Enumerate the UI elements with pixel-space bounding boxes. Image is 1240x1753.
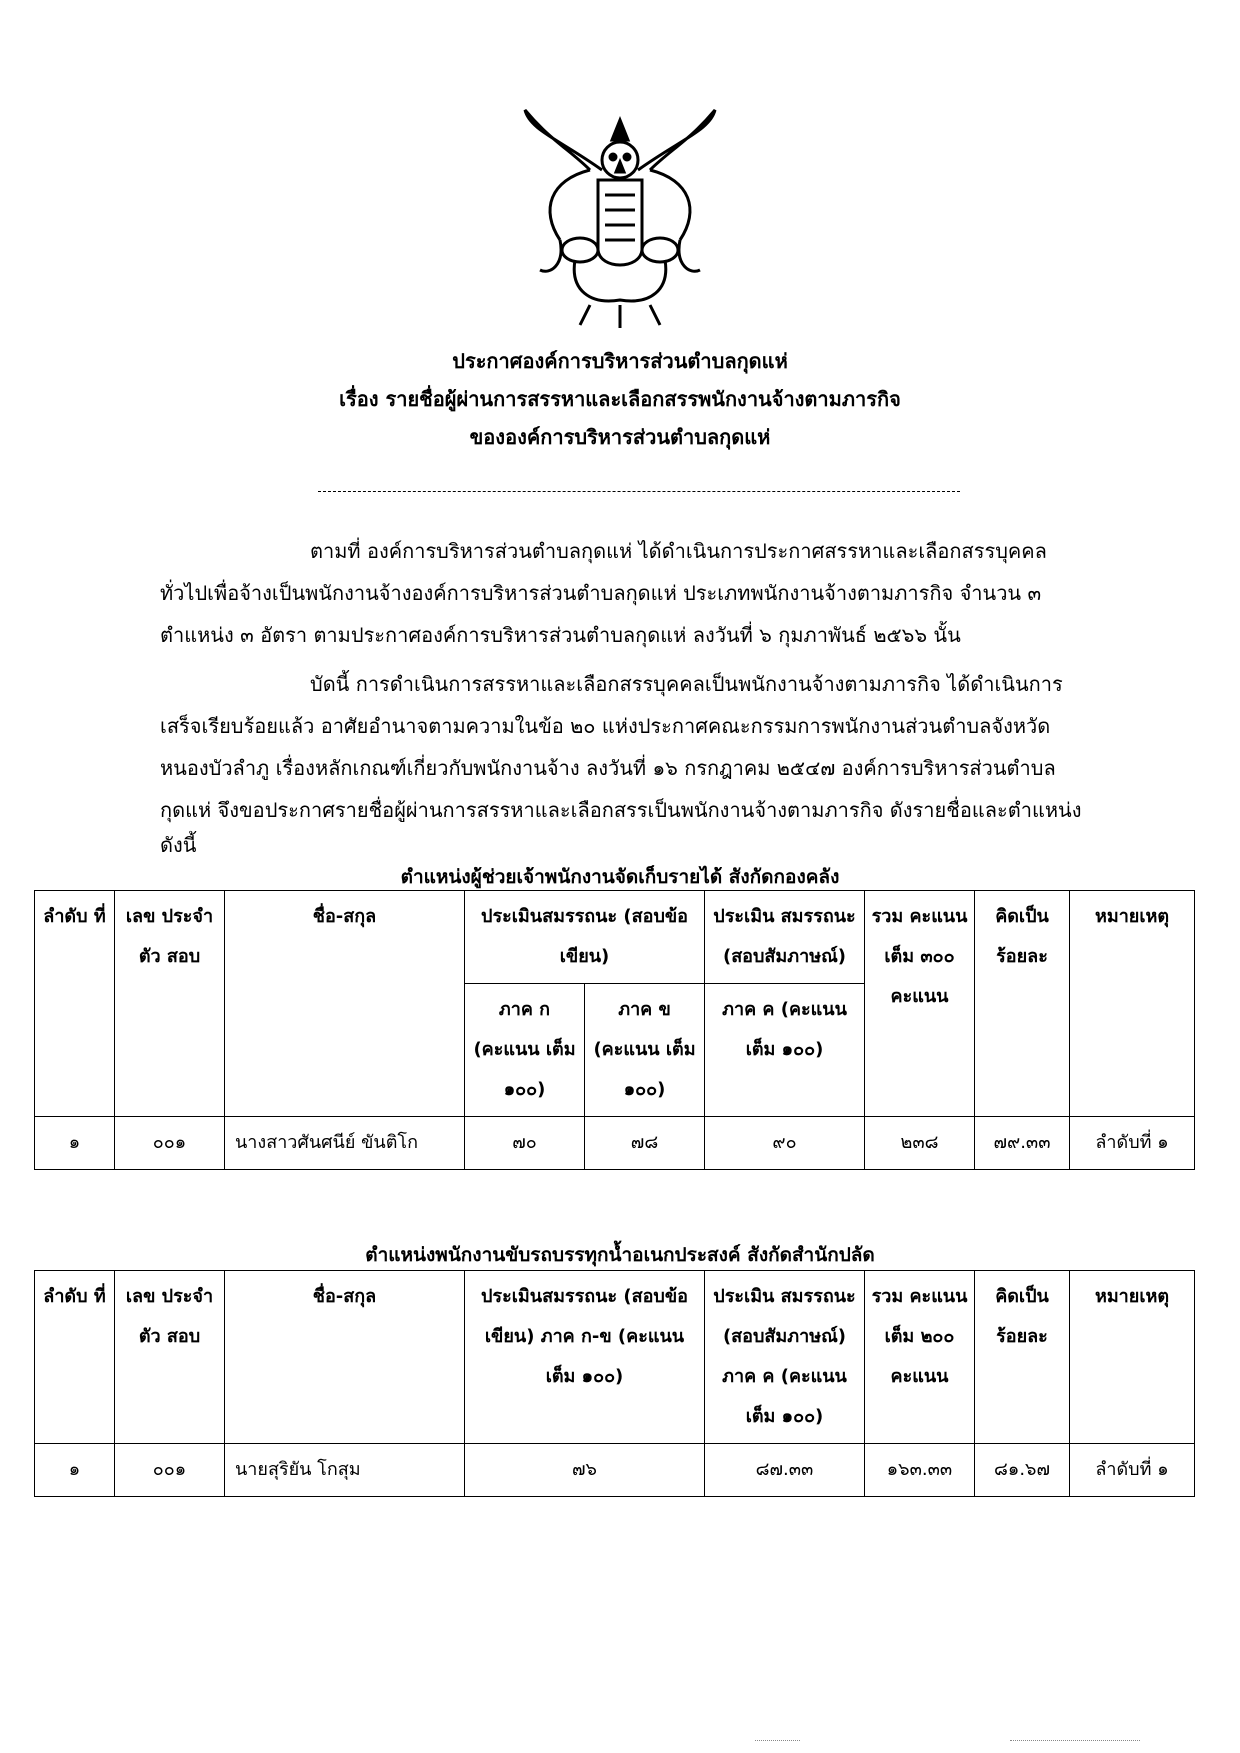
paragraph-2-line: กุดแห่ จึงขอประกาศรายชื่อผู้ผ่านการสรรหาและเลือกสรรเป็นพนักงานจ้างตามภารกิจ ดังรายชื่อและตำแหน่ง [160, 798, 1082, 822]
cell-interview: ๘๗.๓๓ [705, 1444, 865, 1497]
header-order: ลำดับ ที่ [35, 891, 115, 1117]
scan-artifact [1010, 1740, 1140, 1741]
header-part-a: ภาค ก (คะแนน เต็ม ๑๐๐) [465, 984, 585, 1117]
cell-percent: ๗๙.๓๓ [975, 1117, 1070, 1170]
announcement-subject: เรื่อง รายชื่อผู้ผ่านการสรรหาและเลือกสรรพนักงานจ้างตามภารกิจ [339, 387, 901, 411]
divider-dotted-line [318, 491, 960, 492]
paragraph-1-line: ตามที่ องค์การบริหารส่วนตำบลกุดแห่ ได้ดำเนินการประกาศสรรหาและเลือกสรรบุคคล [310, 539, 1047, 563]
cell-remark: ลำดับที่ ๑ [1070, 1117, 1195, 1170]
paragraph-1 [160, 530, 1120, 656]
paragraph-2-line: หนองบัวลำภู เรื่องหลักเกณฑ์เกี่ยวกับพนักงานจ้าง ลงวันที่ ๑๖ กรกฎาคม ๒๕๔๗ องค์การบริหารส่วนตำบล [160, 756, 1056, 780]
paragraph-2-line: เสร็จเรียบร้อยแล้ว อาศัยอำนาจตามความในข้อ ๒๐ แห่งประกาศคณะกรรมการพนักงานส่วนตำบลจังหวัด [160, 714, 1051, 738]
header-written: ประเมินสมรรถนะ (สอบข้อเขียน) ภาค ก-ข (คะแนน เต็ม ๑๐๐) [465, 1271, 705, 1444]
table-row [35, 1444, 1195, 1497]
paragraph-2-line: บัดนี้ การดำเนินการสรรหาและเลือกสรรบุคคลเป็นพนักงานจ้างตามภารกิจ ได้ดำเนินการ [310, 672, 1063, 696]
paragraph-1-line: ตำแหน่ง ๓ อัตรา ตามประกาศองค์การบริหารส่วนตำบลกุดแห่ ลงวันที่ ๖ กุมภาพันธ์ ๒๕๖๖ นั้น [160, 623, 961, 647]
cell-exam-id: ๐๐๑ [115, 1117, 225, 1170]
header-written: ประเมินสมรรถนะ (สอบข้อเขียน) [465, 891, 705, 984]
header-part-c: ภาค ค (คะแนน เต็ม ๑๐๐) [705, 984, 865, 1117]
header-name: ชื่อ-สกุล [225, 891, 465, 1117]
header-interview: ประเมิน สมรรถนะ (สอบสัมภาษณ์) [705, 891, 865, 984]
cell-part-b: ๗๘ [585, 1117, 705, 1170]
cell-written: ๗๖ [465, 1444, 705, 1497]
header-interview: ประเมิน สมรรถนะ (สอบสัมภาษณ์) ภาค ค (คะแนน เต็ม ๑๐๐) [705, 1271, 865, 1444]
paragraph-2-line: ดังนี้ [160, 833, 197, 857]
cell-total: ๑๖๓.๓๓ [865, 1444, 975, 1497]
cell-part-c: ๙๐ [705, 1117, 865, 1170]
cell-part-a: ๗๐ [465, 1117, 585, 1170]
cell-remark: ลำดับที่ ๑ [1070, 1444, 1195, 1497]
header-remark: หมายเหตุ [1070, 1271, 1195, 1444]
results-table-1 [34, 890, 1195, 1170]
announcement-title: ประกาศองค์การบริหารส่วนตำบลกุดแห่ [452, 349, 788, 373]
paragraph-2 [160, 663, 1120, 859]
cell-exam-id: ๐๐๑ [115, 1444, 225, 1497]
cell-total: ๒๓๘ [865, 1117, 975, 1170]
header-exam-id: เลข ประจำตัว สอบ [115, 1271, 225, 1444]
cell-name: นายสุริยัน โกสุม [225, 1444, 465, 1497]
header-part-b: ภาค ข (คะแนน เต็ม ๑๐๐) [585, 984, 705, 1117]
header-exam-id: เลข ประจำตัว สอบ [115, 891, 225, 1117]
header-percent: คิดเป็น ร้อยละ [975, 1271, 1070, 1444]
header-name: ชื่อ-สกุล [225, 1271, 465, 1444]
cell-order: ๑ [35, 1117, 115, 1170]
section-1-title: ตำแหน่งผู้ช่วยเจ้าพนักงานจัดเก็บรายได้ สังกัดกองคลัง [400, 866, 840, 888]
cell-percent: ๘๑.๖๗ [975, 1444, 1070, 1497]
section-2-title: ตำแหน่งพนักงานขับรถบรรทุกน้ำอเนกประสงค์ สังกัดสำนักปลัด [365, 1244, 875, 1266]
paragraph-1-line: ทั่วไปเพื่อจ้างเป็นพนักงานจ้างองค์การบริหารส่วนตำบลกุดแห่ ประเภทพนักงานจ้างตามภารกิจ จำนวน ๓ [160, 581, 1042, 605]
header-remark: หมายเหตุ [1070, 891, 1195, 1117]
garuda-emblem [520, 100, 720, 330]
announcement-org: ขององค์การบริหารส่วนตำบลกุดแห่ [469, 425, 771, 449]
scan-artifact [755, 1740, 800, 1741]
results-table-2 [34, 1270, 1195, 1497]
header-percent: คิดเป็น ร้อยละ [975, 891, 1070, 1117]
header-total: รวม คะแนน เต็ม ๒๐๐ คะแนน [865, 1271, 975, 1444]
table-row [35, 1117, 1195, 1170]
cell-order: ๑ [35, 1444, 115, 1497]
cell-name: นางสาวศันศนีย์ ขันติโก [225, 1117, 465, 1170]
header-order: ลำดับ ที่ [35, 1271, 115, 1444]
header-total: รวม คะแนน เต็ม ๓๐๐ คะแนน [865, 891, 975, 1117]
